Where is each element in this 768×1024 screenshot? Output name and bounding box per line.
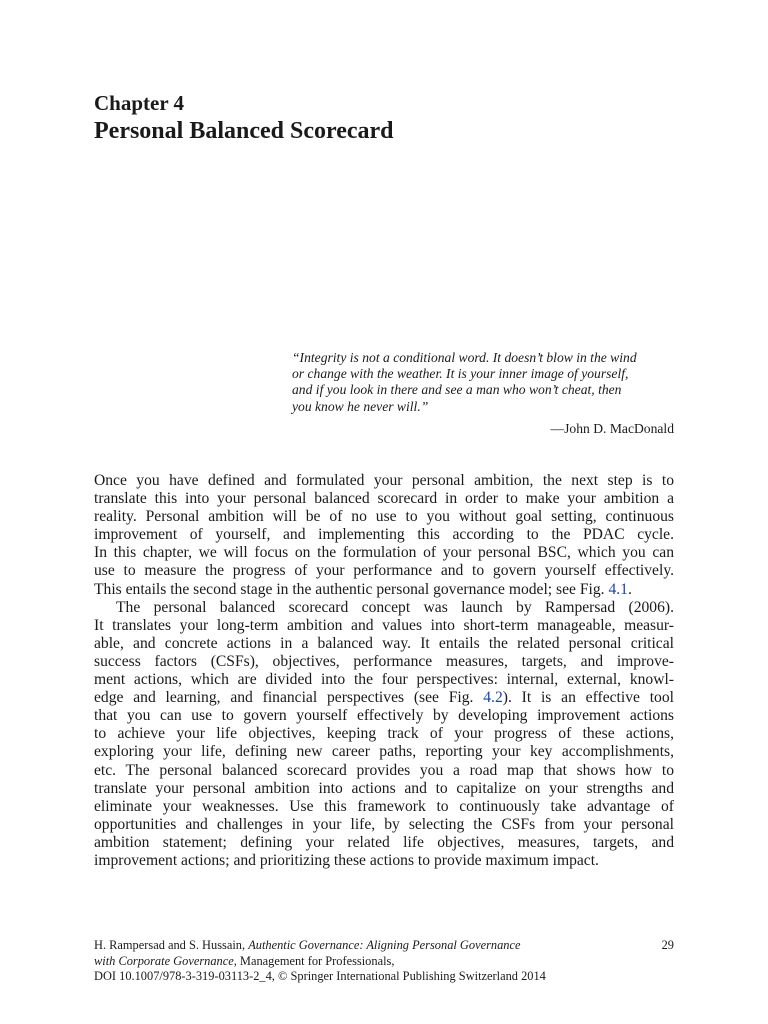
epigraph-quote <box>292 350 676 415</box>
paragraph2-ref-before: edge and learning, and financial perspectives (see Fig. <box>94 689 484 707</box>
paragraph1-last-punct: . <box>627 580 632 598</box>
paragraph1-line: Once you have defined and formulated your personal ambition, the next step is to <box>94 472 674 489</box>
epigraph-line: or change with the weather. It is your inner image of yourself, <box>292 366 629 382</box>
epigraph-line: you know he never will.” <box>292 398 429 414</box>
paragraph1-line: In this chapter, we will focus on the formulation of your personal BSC, which you can <box>94 544 674 562</box>
paragraph2-line: It translates your long-term ambition and values into short-term manageable, measur- <box>94 616 674 634</box>
epigraph-attribution: —John D. MacDonald <box>550 421 674 436</box>
paragraph2-line: ambition statement; defining your related life objectives, measures, targets, and <box>94 833 674 851</box>
body-text <box>94 472 674 870</box>
paragraph1-line: use to measure the progress of your performance and to govern yourself effectively. <box>94 562 674 580</box>
paragraph2-line: translate your personal ambition into actions and to capitalize on your strengths and <box>94 779 674 797</box>
paragraph1-line: translate this into your personal balanced scorecard in order to make your ambition a <box>94 490 674 508</box>
footer-line-2 <box>94 954 674 970</box>
page-number: 29 <box>661 938 674 952</box>
paragraph2-last-line: improvement actions; and prioritizing these actions to provide maximum impact. <box>94 851 599 869</box>
citation-footer <box>94 938 674 985</box>
footer-doi: DOI 10.1007/978-3-319-03113-2_4, © Springer International Publishing Switzerland 2014 <box>94 969 546 984</box>
paragraph2-first-line: The personal balanced scorecard concept was launch by Rampersad (2006). <box>116 598 674 616</box>
figure-4-2-link[interactable]: 4.2 <box>483 689 503 707</box>
paragraph2-line: exploring your life, defining new career paths, reporting your key accomplishments, <box>94 743 674 761</box>
paragraph2-line: eliminate your weaknesses. Use this framework to continuously take advantage of <box>94 797 674 815</box>
footer-line-1 <box>94 938 674 954</box>
paragraph1-last-line <box>94 581 674 599</box>
epigraph-line: and if you look in there and see a man who won’t cheat, then <box>292 382 622 398</box>
footer-book-subtitle: with Corporate Governance <box>94 953 234 968</box>
footer-book-title: Authentic Governance: Aligning Personal Governance <box>248 938 521 952</box>
paragraph2-ref-after: ). It is an effective tool <box>502 689 674 707</box>
paragraph2-line: to achieve your life objectives, keeping track of your progress of these actions, <box>94 725 674 743</box>
paragraph2-line: able, and concrete actions in a balanced way. It entails the related personal critical <box>94 634 674 652</box>
paragraph2-line: etc. The personal balanced scorecard provides you a road map that shows how to <box>94 761 674 779</box>
paragraph2-line: success factors (CSFs), objectives, performance measures, targets, and improve- <box>94 652 674 670</box>
figure-4-1-link[interactable]: 4.1 <box>608 580 628 598</box>
chapter-title: Personal Balanced Scorecard <box>94 118 394 144</box>
chapter-label: Chapter 4 <box>94 91 185 115</box>
paragraph1-line: improvement of yourself, and implementing this according to the PDAC cycle. <box>94 526 674 544</box>
paragraph1-last-text: This entails the second stage in the authentic personal governance model; see Fig. <box>94 580 609 598</box>
paragraph1-line: reality. Personal ambition will be of no use to you without goal setting, continuous <box>94 508 674 526</box>
paragraph2-ref-line <box>94 689 674 707</box>
footer-authors: H. Rampersad and S. Hussain, <box>94 938 249 952</box>
footer-series: , Management for Professionals, <box>233 953 395 968</box>
paragraph2-line: that you can use to govern yourself effectively by developing improvement actions <box>94 707 674 725</box>
paragraph2-line: opportunities and challenges in your life, by selecting the CSFs from your personal <box>94 815 674 833</box>
epigraph-line: “Integrity is not a conditional word. It doesn’t blow in the wind <box>292 350 637 365</box>
paragraph2-line: ment actions, which are divided into the four perspectives: internal, external, knowl- <box>94 671 674 689</box>
